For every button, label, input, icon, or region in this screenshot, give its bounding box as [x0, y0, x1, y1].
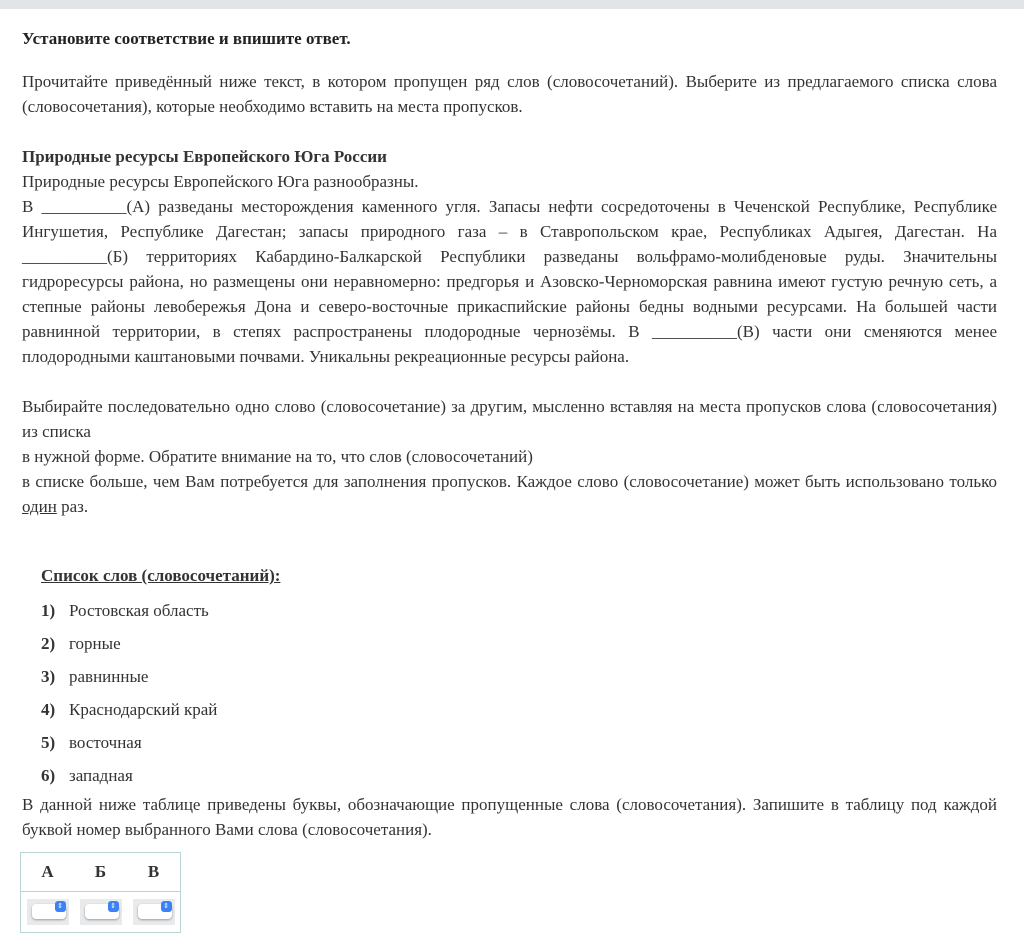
item-number: 6) — [41, 766, 56, 785]
chevron-updown-icon: ⇕ — [55, 901, 66, 912]
answer-select-b[interactable] — [80, 899, 122, 925]
instruction-emphasis: один — [22, 497, 57, 516]
list-item — [41, 759, 997, 792]
item-number: 4) — [41, 700, 56, 719]
list-item — [41, 627, 997, 660]
passage-line1: Природные ресурсы Европейского Юга разнообразны. — [22, 172, 419, 191]
instruction-text-end: раз. — [56, 497, 89, 516]
task-content — [0, 27, 1024, 933]
item-number: 1) — [41, 601, 56, 620]
top-bar — [0, 0, 1024, 9]
word-list-heading: Список слов (словосочетаний): — [41, 566, 281, 585]
item-number: 2) — [41, 634, 56, 653]
instruction-line3 — [22, 469, 997, 519]
list-item — [41, 660, 997, 693]
item-text: Краснодарский край — [69, 700, 218, 719]
answer-table — [20, 852, 181, 933]
column-header-v: В — [127, 853, 181, 892]
answer-select-v[interactable] — [133, 899, 175, 925]
item-number: 3) — [41, 667, 56, 686]
list-item — [41, 594, 997, 627]
intro-text: Прочитайте приведённый ниже текст, в котором пропущен ряд слов (словосочетаний). Выберите из предлагаемого списка слова (словосочетания), которые необходимо вставить на места пропусков. — [22, 72, 997, 116]
task-title: Установите соответствие и впишите ответ. — [22, 29, 351, 48]
item-text: восточная — [69, 733, 142, 752]
column-header-b: Б — [74, 853, 127, 892]
instruction-line2: в нужной форме. Обратите внимание на то, что слов (словосочетаний) — [22, 447, 533, 466]
answer-select-a[interactable] — [27, 899, 69, 925]
item-text: равнинные — [69, 667, 149, 686]
column-header-a: А — [21, 853, 75, 892]
item-text: западная — [69, 766, 133, 785]
chevron-updown-icon: ⇕ — [108, 901, 119, 912]
list-item — [41, 726, 997, 759]
instruction-line1: Выбирайте последовательно одно слово (словосочетание) за другим, мысленно вставляя на места пропусков слова (словосочетания) из списка — [22, 397, 997, 441]
item-text: Ростовская область — [69, 601, 209, 620]
word-list — [22, 594, 997, 792]
instruction-text: в списке больше, чем Вам потребуется для заполнения пропусков. Каждое слово (словосочетание) может быть использовано только — [22, 472, 997, 491]
passage-heading: Природные ресурсы Европейского Юга России — [22, 147, 387, 166]
answer-prompt: В данной ниже таблице приведены буквы, обозначающие пропущенные слова (словосочетания). Запишите в таблицу под каждой буквой номер выбранного Вами слова (словосочетания). — [22, 795, 997, 839]
passage-body: В __________(А) разведаны месторождения каменного угля. Запасы нефти сосредоточены в Чеченской Республике, Республике Ингушетия, Республике Дагестан; запасы природного газа – в Ставропольском крае, Республиках Адыгея, Дагестан. На __________(Б) территориях Кабардино-Балкарской Республики разведаны вольфрамо-молибденовые руды. Значительны гидроресурсы района, но размещены они неравномерно: предгорья и Азовско-Черноморская равнина имеют густую речную сеть, а степные районы левобережья Дона и северо-восточные прикаспийские районы бедны водными ресурсами. На большей части равнинной территории, в степях распространены плодородные чернозёмы. В __________(В) части они сменяются менее плодородными каштановыми почвами. Уникальны рекреационные ресурсы района. — [22, 197, 997, 366]
item-number: 5) — [41, 733, 56, 752]
list-item — [41, 693, 997, 726]
chevron-updown-icon: ⇕ — [161, 901, 172, 912]
item-text: горные — [69, 634, 121, 653]
